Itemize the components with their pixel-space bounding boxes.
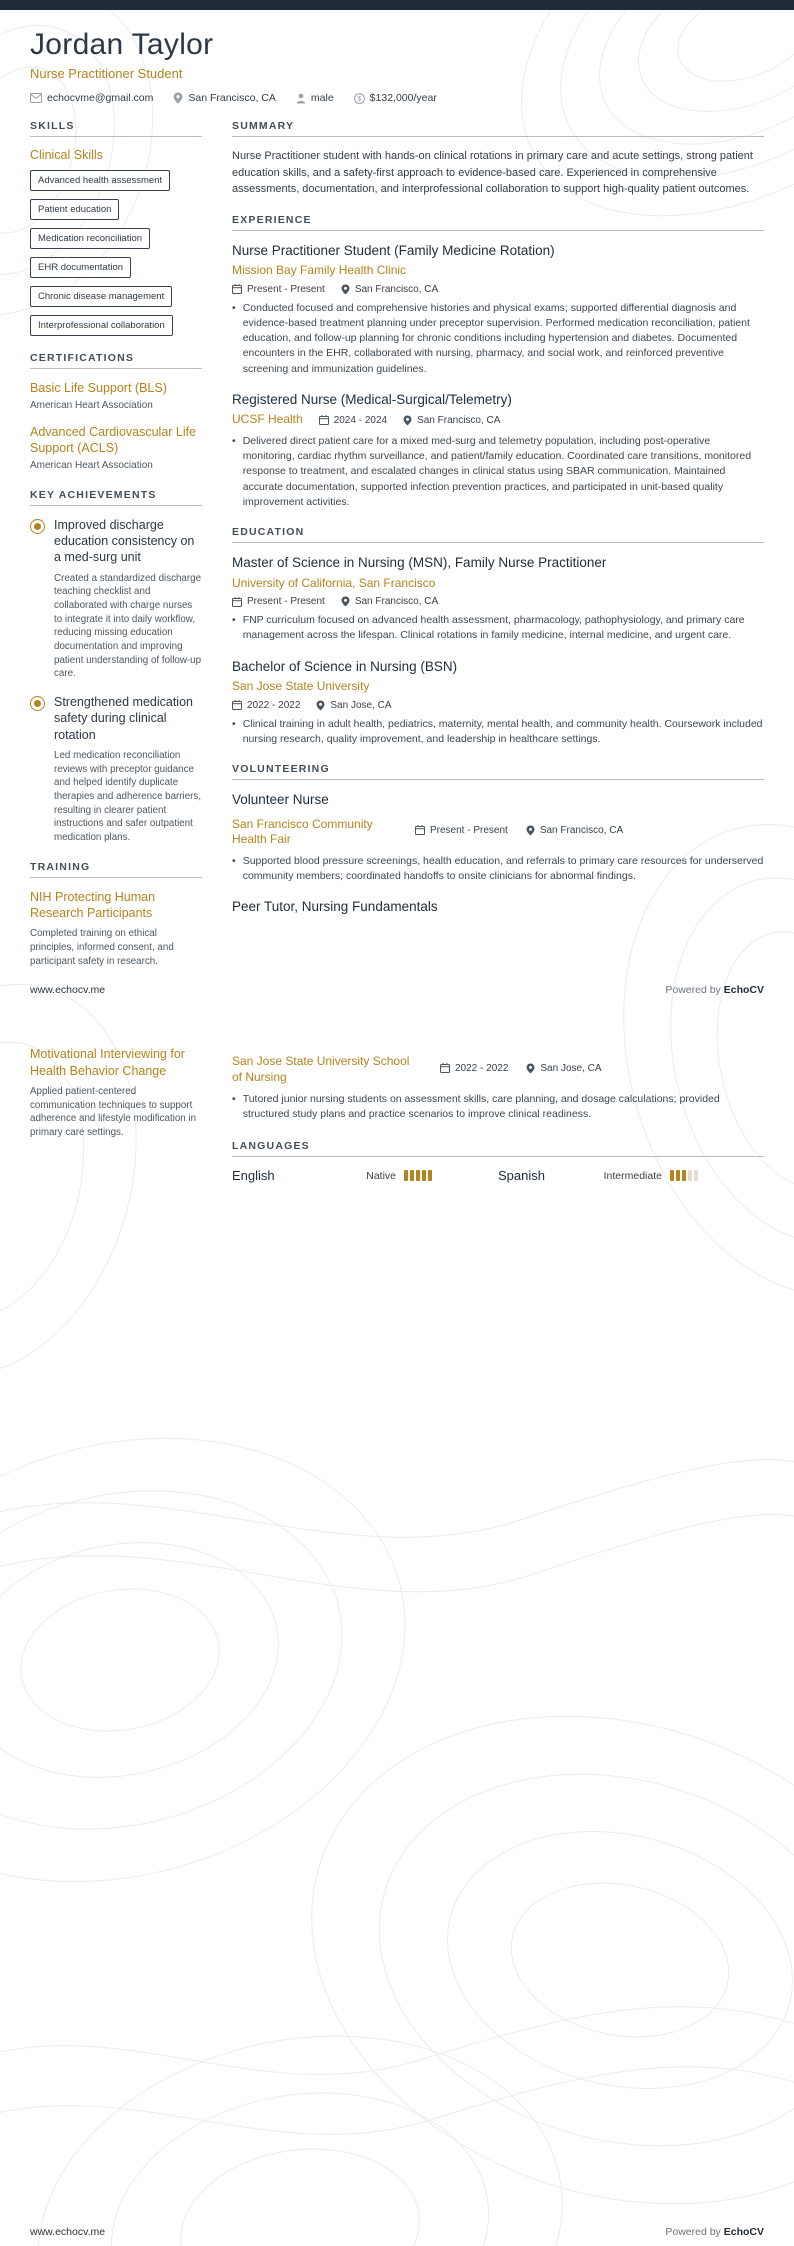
- contact-gender-text: male: [310, 92, 334, 104]
- skills-section: [30, 120, 202, 336]
- achievements-heading: KEY ACHIEVEMENTS: [30, 489, 202, 506]
- person-icon: [296, 93, 306, 104]
- job-bullet: [232, 434, 764, 510]
- echocv-brand: EchoCV: [723, 2226, 764, 2238]
- education-meta-row: [232, 596, 764, 607]
- education-bullet: [232, 717, 764, 747]
- location-icon: [173, 92, 183, 104]
- volunteer-location: [526, 1063, 601, 1074]
- certification-issuer: American Heart Association: [30, 400, 153, 412]
- skills-heading: SKILLS: [30, 120, 202, 137]
- job-location-text: San Francisco, CA: [354, 283, 439, 295]
- job-bullet-text: Conducted focused and comprehensive histories and physical exams; supported differential diagnosis and evidence-based treatment planning under preceptor supervision. Performed medication reconciliation, patient education, and follow-up planning for chronic conditions including hypertension and diabetes. Documented encounters in the EHR, collaborated with nursing, pharmacy, and social work, and reinforced preventive screening and immunization guidelines.: [242, 301, 750, 375]
- achievements-section: [30, 489, 202, 845]
- school-name: San Jose State University: [232, 679, 370, 694]
- certifications-heading: CERTIFICATIONS: [30, 352, 202, 369]
- volunteer-dates: [415, 825, 508, 836]
- top-accent-bar: [0, 0, 794, 10]
- job-title: Registered Nurse (Medical-Surgical/Telemetry): [232, 391, 512, 407]
- language-level-bar: [422, 1170, 426, 1181]
- language-level-bar: [416, 1170, 420, 1181]
- achievement-description: Led medication reconciliation reviews with preceptor guidance and helped identify duplicate therapies and adherence barriers, resulting in clearer patient instructions and safer outpatient medication plans.: [54, 749, 202, 844]
- language-level-bar: [682, 1170, 686, 1181]
- education-bullet-text: FNP curriculum focused on advanced health assessment, pharmacology, pathophysiology, and primary care management across the lifespan. Clinical rotations in family medicine, internal medicine, and urgent care.: [242, 614, 745, 642]
- language-level-bar: [428, 1170, 432, 1181]
- certification-item: [30, 380, 202, 413]
- skill-chip: Advanced health assessment: [30, 170, 170, 191]
- volunteer-bullet: [232, 854, 764, 884]
- candidate-name: Jordan Taylor: [30, 28, 214, 61]
- resume-header: [0, 10, 794, 108]
- volunteer-meta-row: [232, 1050, 764, 1085]
- job-location-text: San Francisco, CA: [417, 414, 501, 426]
- location-icon: [316, 700, 325, 711]
- language-level-bar: [404, 1170, 408, 1181]
- degree-title: Master of Science in Nursing (MSN), Family Nurse Practitioner: [232, 554, 607, 570]
- volunteer-location-text: San Francisco, CA: [539, 824, 624, 836]
- training-description: Applied patient-centered communication techniques to support adherence and lifestyle modification in primary care settings.: [30, 1085, 197, 1139]
- school-name: University of California, San Francisco: [232, 575, 436, 590]
- certification-title: Basic Life Support (BLS): [30, 381, 167, 395]
- volunteer-dates: [440, 1063, 508, 1074]
- achievement-item: [30, 694, 202, 845]
- volunteer-location: [526, 825, 623, 836]
- contact-salary-text: $132,000/year: [369, 92, 437, 104]
- powered-by-prefix: Powered by: [665, 984, 721, 997]
- volunteer-bullet: [232, 1092, 764, 1122]
- volunteer-meta-row: [232, 813, 764, 848]
- powered-by-prefix: Powered by: [665, 2226, 721, 2238]
- bullet-marker: •: [232, 717, 236, 730]
- language-level: [366, 1170, 432, 1182]
- achievement-medal-icon: [30, 696, 45, 711]
- skill-chip: Patient education: [30, 199, 119, 220]
- location-icon: [341, 596, 350, 607]
- powered-by: [665, 984, 764, 996]
- volunteering-item-continued: [232, 1050, 764, 1122]
- left-column: [30, 120, 202, 984]
- training-title: Motivational Interviewing for Health Behavior Change: [30, 1047, 185, 1078]
- languages-row: [232, 1168, 764, 1183]
- language-level-label: Intermediate: [603, 1169, 662, 1182]
- language-level-bars: [404, 1170, 432, 1181]
- company-name: Mission Bay Family Health Clinic: [232, 263, 407, 278]
- summary-text: Nurse Practitioner student with hands-on clinical rotations in primary care and acute settings, strong patient education skills, and a safety-first approach to evidence-based care. Experienced in comprehensive assessments, documentation, and interprofessional collaboration to support high-quality patient outcomes.: [232, 150, 753, 195]
- certification-item: [30, 424, 202, 473]
- svg-text:$: $: [357, 95, 362, 103]
- education-item: [232, 554, 764, 644]
- page-1: [0, 10, 794, 1010]
- education-location: [341, 596, 438, 607]
- company-name: UCSF Health: [232, 412, 303, 427]
- email-icon: [30, 93, 42, 103]
- language-name: Spanish: [498, 1168, 545, 1184]
- language-level-bar: [694, 1170, 698, 1181]
- skill-chip: Chronic disease management: [30, 286, 172, 307]
- contact-location: [173, 92, 276, 104]
- site-url[interactable]: www.echocv.me: [30, 2226, 106, 2238]
- experience-item: [232, 242, 764, 377]
- right-column: [232, 1046, 764, 1199]
- summary-section: [232, 120, 764, 198]
- summary-heading: SUMMARY: [232, 120, 764, 137]
- job-bullet: [232, 301, 764, 377]
- bullet-marker: •: [232, 1092, 236, 1105]
- certification-title: Advanced Cardiovascular Life Support (ACLS): [30, 424, 197, 455]
- experience-section: [232, 214, 764, 510]
- language-level-bar: [676, 1170, 680, 1181]
- education-dates: [232, 596, 325, 607]
- skill-chip: Medication reconciliation: [30, 228, 150, 249]
- education-location-text: San Jose, CA: [330, 699, 392, 711]
- bullet-marker: •: [232, 434, 236, 447]
- achievement-description: Created a standardized discharge teaching checklist and collaborated with charge nurses to integrate it into daily workflow, reducing missing education documentation and improving patient understanding of follow-up care.: [54, 572, 202, 680]
- volunteer-dates-text: Present - Present: [430, 824, 508, 836]
- calendar-icon: [440, 1063, 450, 1073]
- location-icon: [341, 284, 350, 295]
- volunteer-bullet-text: Tutored junior nursing students on assessment skills, care planning, and dosage calculations; provided structured study plans and practice scenarios to improve clinical readiness.: [242, 1092, 720, 1120]
- job-title: Nurse Practitioner Student (Family Medicine Rotation): [232, 242, 555, 258]
- volunteering-item: [232, 791, 764, 884]
- language-level-bar: [410, 1170, 414, 1181]
- languages-heading: LANGUAGES: [232, 1140, 764, 1157]
- job-dates-text: 2024 - 2024: [333, 414, 388, 426]
- page-2-columns: [0, 1034, 794, 1199]
- language-item: [498, 1168, 764, 1183]
- calendar-icon: [319, 415, 329, 425]
- skill-chip: EHR documentation: [30, 257, 131, 278]
- volunteer-role: Volunteer Nurse: [232, 792, 329, 808]
- language-level: [604, 1170, 698, 1182]
- bullet-marker: •: [232, 614, 236, 627]
- location-icon: [526, 825, 535, 836]
- calendar-icon: [232, 284, 242, 294]
- page-2: [0, 1010, 794, 1199]
- volunteering-section: [232, 763, 764, 916]
- education-dates: [232, 700, 300, 711]
- achievement-body: [54, 517, 202, 681]
- achievement-item: [30, 517, 202, 681]
- volunteering-heading: VOLUNTEERING: [232, 763, 764, 780]
- experience-heading: EXPERIENCE: [232, 214, 764, 231]
- training-description: Completed training on ethical principles, informed consent, and participant safety in research.: [30, 928, 174, 967]
- achievement-body: [54, 694, 202, 845]
- right-column: [232, 120, 764, 932]
- language-level-bar: [688, 1170, 692, 1181]
- organization-name: San Jose State University School of Nursing: [232, 1054, 410, 1084]
- job-dates-text: Present - Present: [247, 283, 325, 295]
- contact-salary: [354, 92, 437, 104]
- calendar-icon: [232, 597, 242, 607]
- contact-email-text: echocvme@gmail.com: [47, 92, 154, 104]
- page-1-columns: [0, 108, 794, 984]
- certification-issuer: American Heart Association: [30, 460, 153, 472]
- job-location: [403, 415, 500, 426]
- language-level-bars: [670, 1170, 698, 1181]
- education-bullet-text: Clinical training in adult health, pediatrics, maternity, mental health, and community health. Coursework included nursing research, quality improvement, and leadership in healthcare settings.: [242, 717, 763, 745]
- education-dates-text: 2022 - 2022: [247, 699, 301, 711]
- location-icon: [403, 415, 412, 426]
- job-location: [341, 284, 438, 295]
- job-dates: [232, 284, 325, 295]
- salary-icon: [354, 93, 365, 104]
- language-name: English: [232, 1168, 275, 1184]
- contact-row: [30, 92, 764, 104]
- candidate-title: Nurse Practitioner Student: [30, 66, 183, 81]
- education-meta-row: [232, 700, 764, 711]
- training-title: NIH Protecting Human Research Participants: [30, 889, 156, 921]
- education-location-text: San Francisco, CA: [354, 596, 439, 608]
- certifications-section: [30, 352, 202, 473]
- achievement-title: Strengthened medication safety during clinical rotation: [54, 695, 193, 742]
- contact-location-text: San Francisco, CA: [188, 92, 276, 104]
- left-column: [30, 1046, 202, 1139]
- echocv-brand: EchoCV: [723, 984, 764, 997]
- powered-by: [665, 2226, 764, 2238]
- education-heading: EDUCATION: [232, 526, 764, 543]
- contact-email[interactable]: [30, 92, 153, 104]
- volunteer-role: Peer Tutor, Nursing Fundamentals: [232, 899, 438, 915]
- education-location: [316, 700, 391, 711]
- bullet-marker: •: [232, 301, 236, 314]
- job-dates: [319, 415, 387, 426]
- calendar-icon: [415, 825, 425, 835]
- experience-item: [232, 391, 764, 510]
- language-level-label: Native: [366, 1169, 396, 1182]
- language-level-bar: [670, 1170, 674, 1181]
- volunteer-bullet-text: Supported blood pressure screenings, health education, and referrals to primary care resources for underserved community members; coordinated handoffs to onsite clinicians for abnormal findings.: [242, 854, 764, 883]
- calendar-icon: [232, 700, 242, 710]
- location-icon: [526, 1063, 535, 1074]
- education-section: [232, 526, 764, 747]
- page-2-footer: [0, 2226, 794, 2238]
- language-item: [232, 1168, 498, 1183]
- skill-chip: Interprofessional collaboration: [30, 315, 173, 336]
- degree-title: Bachelor of Science in Nursing (BSN): [232, 658, 458, 674]
- job-meta-row: [232, 412, 764, 428]
- achievement-title: Improved discharge education consistency on a med-surg unit: [54, 517, 195, 565]
- job-bullet-text: Delivered direct patient care for a mixed med-surg and telemetry population, including post-operative monitoring, cardiac rhythm surveillance, and patient/family education. Coordinated care transitions, monitored response to treatment, and escalated changes in clinical status using SBAR communication. Maintained accurate documentation, supported infection prevention practices, and participated in unit-based quality improvement activities.: [242, 434, 752, 508]
- page-1-footer: [0, 984, 794, 1010]
- education-bullet: [232, 613, 764, 643]
- training-section: [30, 861, 202, 969]
- contact-gender: [296, 92, 334, 104]
- bullet-marker: •: [232, 854, 236, 867]
- site-url[interactable]: www.echocv.me: [30, 984, 106, 997]
- education-item: [232, 658, 764, 748]
- job-meta-row: [232, 284, 764, 295]
- volunteer-location-text: San Jose, CA: [540, 1062, 602, 1074]
- skills-group-title: Clinical Skills: [30, 148, 103, 162]
- training-heading: TRAINING: [30, 861, 202, 878]
- organization-name: San Francisco Community Health Fair: [232, 816, 373, 847]
- volunteer-dates-text: 2022 - 2022: [455, 1062, 509, 1074]
- education-dates-text: Present - Present: [247, 596, 325, 608]
- achievement-medal-icon: [30, 519, 45, 534]
- languages-section: [232, 1140, 764, 1183]
